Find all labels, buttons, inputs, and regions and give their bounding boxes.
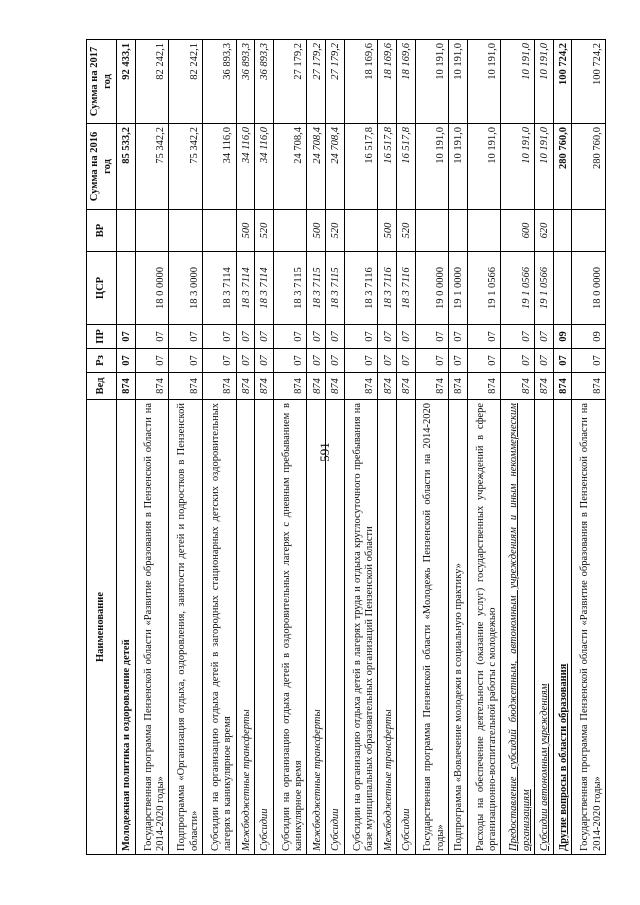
cell-name: Субсидии автономным учреждениям [535, 400, 554, 855]
cell-csr: 18 3 7115 [273, 252, 307, 325]
cell-pr: 07 [236, 325, 255, 349]
cell-sum2017: 100 724,2 [572, 40, 606, 124]
table-row [396, 40, 415, 855]
table-row [535, 40, 554, 855]
header-row [87, 40, 117, 855]
table-row [553, 40, 572, 855]
cell-pr: 07 [378, 325, 397, 349]
table-row [501, 40, 535, 855]
cell-csr [553, 252, 572, 325]
cell-csr: 18 3 7116 [344, 252, 378, 325]
cell-sum2016: 280 760,0 [572, 124, 606, 210]
cell-ved: 874 [553, 373, 572, 400]
cell-rz: 07 [135, 349, 169, 373]
cell-sum2017: 36 893,3 [255, 40, 274, 124]
cell-vr: 500 [307, 210, 326, 252]
cell-vr: 520 [396, 210, 415, 252]
cell-csr: 18 3 7114 [236, 252, 255, 325]
cell-vr [117, 210, 136, 252]
table-row [117, 40, 136, 855]
cell-vr [553, 210, 572, 252]
cell-rz: 07 [396, 349, 415, 373]
cell-sum2017: 36 893,3 [202, 40, 236, 124]
cell-rz: 07 [344, 349, 378, 373]
cell-name: Предоставление субсидий бюджетным, автономным учреждениям и иным некоммерческим организациям [501, 400, 535, 855]
cell-vr [135, 210, 169, 252]
cell-sum2016: 24 708,4 [307, 124, 326, 210]
cell-name: Другие вопросы в области образования [553, 400, 572, 855]
cell-pr: 09 [572, 325, 606, 349]
cell-name: Молодежная политика и оздоровление детей [117, 400, 136, 855]
cell-rz: 07 [449, 349, 468, 373]
cell-ved: 874 [396, 373, 415, 400]
cell-vr: 600 [501, 210, 535, 252]
cell-name: Государственная программа Пензенской области «Молодежь Пензенской области на 2014-2020 годы» [415, 400, 449, 855]
cell-sum2017: 27 179,2 [273, 40, 307, 124]
cell-sum2016: 24 708,4 [326, 124, 345, 210]
cell-pr: 07 [344, 325, 378, 349]
cell-sum2016: 85 533,2 [117, 124, 136, 210]
cell-sum2017: 100 724,2 [553, 40, 572, 124]
cell-vr [572, 210, 606, 252]
cell-csr: 18 3 7115 [326, 252, 345, 325]
cell-sum2016: 34 116,0 [202, 124, 236, 210]
table-row [378, 40, 397, 855]
cell-sum2017: 10 191,0 [415, 40, 449, 124]
header-sum-2016: Сумма на 2016 год [87, 124, 117, 210]
header-vr: ВР [87, 210, 117, 252]
cell-pr: 07 [255, 325, 274, 349]
cell-sum2016: 10 191,0 [501, 124, 535, 210]
cell-csr: 19 1 0566 [467, 252, 501, 325]
cell-pr: 07 [501, 325, 535, 349]
cell-name: Субсидии на организацию отдыха детей в загородных стационарных детских оздоровительных лагерях в каникулярное время [202, 400, 236, 855]
cell-sum2017: 36 893,3 [236, 40, 255, 124]
cell-pr: 07 [396, 325, 415, 349]
cell-vr: 500 [378, 210, 397, 252]
cell-sum2017: 92 433,1 [117, 40, 136, 124]
cell-ved: 874 [572, 373, 606, 400]
cell-sum2016: 280 760,0 [553, 124, 572, 210]
cell-sum2016: 10 191,0 [415, 124, 449, 210]
cell-name: Субсидии на организацию отдыха детей в оздоровительных лагерях с дневным пребыванием в каникулярное время [273, 400, 307, 855]
cell-rz: 07 [273, 349, 307, 373]
table-row [236, 40, 255, 855]
cell-csr: 18 0 0000 [572, 252, 606, 325]
cell-pr: 07 [135, 325, 169, 349]
cell-rz: 07 [535, 349, 554, 373]
cell-rz: 07 [378, 349, 397, 373]
cell-sum2016: 10 191,0 [535, 124, 554, 210]
cell-name: Подпрограмма «Организация отдыха, оздоровления, занятости детей и подростков в Пензенской области» [169, 400, 203, 855]
rotated-table-container [86, 40, 606, 855]
cell-name: Подпрограмма «Вовлечение молодежи в социальную практику» [449, 400, 468, 855]
cell-ved: 874 [255, 373, 274, 400]
cell-sum2016: 34 116,0 [236, 124, 255, 210]
table-row [135, 40, 169, 855]
cell-vr: 500 [236, 210, 255, 252]
cell-sum2017: 10 191,0 [501, 40, 535, 124]
header-ved: Вед [87, 373, 117, 400]
cell-ved: 874 [501, 373, 535, 400]
cell-pr: 07 [273, 325, 307, 349]
cell-sum2016: 75 342,2 [135, 124, 169, 210]
header-sum-2017: Сумма на 2017 год [87, 40, 117, 124]
cell-name: Субсидии на организацию отдыха детей в лагерях труда и отдыха круглосуточного пребывания на базе муниципальных образовательных организаций Пензенской области [344, 400, 378, 855]
cell-pr: 07 [326, 325, 345, 349]
header-rz: Рз [87, 349, 117, 373]
cell-sum2017: 18 169,6 [396, 40, 415, 124]
cell-pr: 07 [202, 325, 236, 349]
cell-sum2016: 16 517,8 [396, 124, 415, 210]
cell-csr: 19 1 0566 [501, 252, 535, 325]
table-body [117, 40, 606, 855]
table-row [202, 40, 236, 855]
cell-ved: 874 [135, 373, 169, 400]
cell-rz: 07 [202, 349, 236, 373]
cell-vr [449, 210, 468, 252]
table-row [449, 40, 468, 855]
cell-sum2016: 75 342,2 [169, 124, 203, 210]
cell-sum2017: 10 191,0 [467, 40, 501, 124]
cell-pr: 09 [553, 325, 572, 349]
cell-rz: 07 [326, 349, 345, 373]
cell-sum2016: 16 517,8 [378, 124, 397, 210]
cell-sum2016: 10 191,0 [467, 124, 501, 210]
cell-csr: 18 3 7116 [378, 252, 397, 325]
cell-name: Межбюджетные трансферты [378, 400, 397, 855]
cell-ved: 874 [117, 373, 136, 400]
cell-ved: 874 [378, 373, 397, 400]
cell-sum2016: 34 116,0 [255, 124, 274, 210]
cell-rz: 07 [467, 349, 501, 373]
cell-pr: 07 [169, 325, 203, 349]
table-row [415, 40, 449, 855]
cell-ved: 874 [236, 373, 255, 400]
cell-ved: 874 [273, 373, 307, 400]
cell-name: Государственная программа Пензенской области «Развитие образования в Пензенской области на 2014-2020 годы» [135, 400, 169, 855]
cell-rz: 07 [572, 349, 606, 373]
cell-vr: 520 [326, 210, 345, 252]
cell-ved: 874 [415, 373, 449, 400]
cell-ved: 874 [202, 373, 236, 400]
cell-name: Субсидии [396, 400, 415, 855]
cell-vr [415, 210, 449, 252]
table-row [307, 40, 326, 855]
cell-sum2017: 10 191,0 [449, 40, 468, 124]
cell-csr: 18 3 7114 [202, 252, 236, 325]
cell-name: Субсидии [255, 400, 274, 855]
cell-csr: 18 0 0000 [135, 252, 169, 325]
cell-csr: 19 1 0000 [449, 252, 468, 325]
table-row [326, 40, 345, 855]
table-row [467, 40, 501, 855]
cell-name: Государственная программа Пензенской области «Развитие образования в Пензенской области на 2014-2020 годы» [572, 400, 606, 855]
header-pr: ПР [87, 325, 117, 349]
cell-csr: 18 3 0000 [169, 252, 203, 325]
cell-rz: 07 [255, 349, 274, 373]
cell-name: Межбюджетные трансферты [236, 400, 255, 855]
cell-sum2016: 10 191,0 [449, 124, 468, 210]
header-csr: ЦСР [87, 252, 117, 325]
table-row [344, 40, 378, 855]
cell-sum2017: 18 169,6 [344, 40, 378, 124]
cell-csr: 19 1 0566 [535, 252, 554, 325]
cell-csr: 18 3 7115 [307, 252, 326, 325]
cell-rz: 07 [415, 349, 449, 373]
cell-ved: 874 [326, 373, 345, 400]
cell-rz: 07 [307, 349, 326, 373]
cell-pr: 07 [415, 325, 449, 349]
cell-pr: 07 [449, 325, 468, 349]
budget-table [86, 39, 606, 855]
cell-ved: 874 [307, 373, 326, 400]
cell-rz: 07 [117, 349, 136, 373]
header-name: Наименование [87, 400, 117, 855]
table-row [255, 40, 274, 855]
cell-sum2017: 27 179,2 [307, 40, 326, 124]
cell-vr [169, 210, 203, 252]
cell-name: Межбюджетные трансферты [307, 400, 326, 855]
cell-sum2016: 24 708,4 [273, 124, 307, 210]
cell-sum2017: 10 191,0 [535, 40, 554, 124]
cell-rz: 07 [236, 349, 255, 373]
cell-ved: 874 [449, 373, 468, 400]
cell-csr: 18 3 7114 [255, 252, 274, 325]
cell-vr [344, 210, 378, 252]
cell-pr: 07 [535, 325, 554, 349]
cell-sum2017: 27 179,2 [326, 40, 345, 124]
cell-pr: 07 [467, 325, 501, 349]
cell-name: Расходы на обеспечение деятельности (оказание услуг) государственных учреждений в сфере организационно-воспитательной работы с молодежью [467, 400, 501, 855]
cell-vr [202, 210, 236, 252]
cell-name: Субсидии [326, 400, 345, 855]
cell-csr: 18 3 7116 [396, 252, 415, 325]
cell-vr: 520 [255, 210, 274, 252]
table-row [572, 40, 606, 855]
page-number: 591 [317, 442, 332, 462]
cell-sum2017: 82 242,1 [169, 40, 203, 124]
cell-rz: 07 [553, 349, 572, 373]
table-row [273, 40, 307, 855]
cell-rz: 07 [169, 349, 203, 373]
cell-sum2017: 18 169,6 [378, 40, 397, 124]
cell-ved: 874 [344, 373, 378, 400]
table-row [169, 40, 203, 855]
cell-ved: 874 [467, 373, 501, 400]
cell-vr [467, 210, 501, 252]
cell-csr: 19 0 0000 [415, 252, 449, 325]
cell-ved: 874 [169, 373, 203, 400]
cell-pr: 07 [307, 325, 326, 349]
cell-vr [273, 210, 307, 252]
cell-ved: 874 [535, 373, 554, 400]
cell-csr [117, 252, 136, 325]
cell-vr: 620 [535, 210, 554, 252]
cell-rz: 07 [501, 349, 535, 373]
cell-sum2017: 82 242,1 [135, 40, 169, 124]
cell-pr: 07 [117, 325, 136, 349]
cell-sum2016: 16 517,8 [344, 124, 378, 210]
